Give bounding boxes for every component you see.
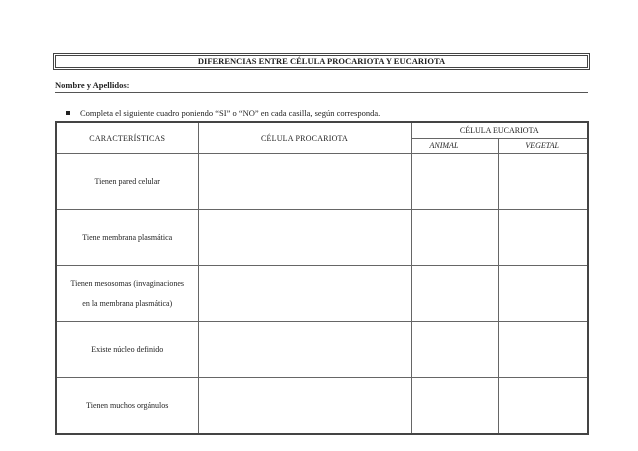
square-bullet-icon [66, 111, 70, 115]
table-row [56, 154, 588, 210]
header-prokaryote: CÉLULA PROCARIOTA [198, 122, 411, 154]
cell-animal[interactable] [411, 266, 498, 322]
row-label: Tienen muchos orgánulos [56, 378, 198, 435]
table-row [56, 210, 588, 266]
instruction-item [66, 108, 380, 118]
document-title: DIFERENCIAS ENTRE CÉLULA PROCARIOTA Y EUCARIOTA [55, 55, 588, 68]
cell-animal[interactable] [411, 378, 498, 435]
cell-plant[interactable] [498, 322, 588, 378]
table-row [56, 378, 588, 435]
row-label: Tienen pared celular [56, 154, 198, 210]
cell-animal[interactable] [411, 210, 498, 266]
cell-plant[interactable] [498, 378, 588, 435]
cell-plant[interactable] [498, 210, 588, 266]
cell-prokaryote[interactable] [198, 210, 411, 266]
row-label: Existe núcleo definido [56, 322, 198, 378]
row-label-line: Tienen mesosomas (invaginaciones [70, 278, 184, 288]
table-row [56, 266, 588, 322]
header-eukaryote: CÉLULA EUCARIOTA [411, 122, 588, 138]
cell-animal[interactable] [411, 322, 498, 378]
cell-plant[interactable] [498, 154, 588, 210]
header-plant: VEGETAL [498, 138, 588, 153]
cell-plant[interactable] [498, 266, 588, 322]
table-row [56, 322, 588, 378]
header-animal: ANIMAL [411, 138, 498, 153]
cell-prokaryote[interactable] [198, 378, 411, 435]
comparison-table [55, 121, 589, 435]
name-label: Nombre y Apellidos: [55, 80, 130, 90]
cell-prokaryote[interactable] [198, 322, 411, 378]
row-label: Tiene membrana plasmática [56, 210, 198, 266]
cell-animal[interactable] [411, 154, 498, 210]
header-characteristics: CARACTERÍSTICAS [56, 122, 198, 154]
row-label [56, 266, 198, 322]
row-label-line: en la membrana plasmática) [82, 298, 173, 308]
cell-prokaryote[interactable] [198, 154, 411, 210]
instruction-text: Completa el siguiente cuadro poniendo “SI” o “NO” en cada casilla, según corresponda. [80, 108, 381, 118]
name-input-line[interactable] [55, 92, 588, 93]
cell-prokaryote[interactable] [198, 266, 411, 322]
